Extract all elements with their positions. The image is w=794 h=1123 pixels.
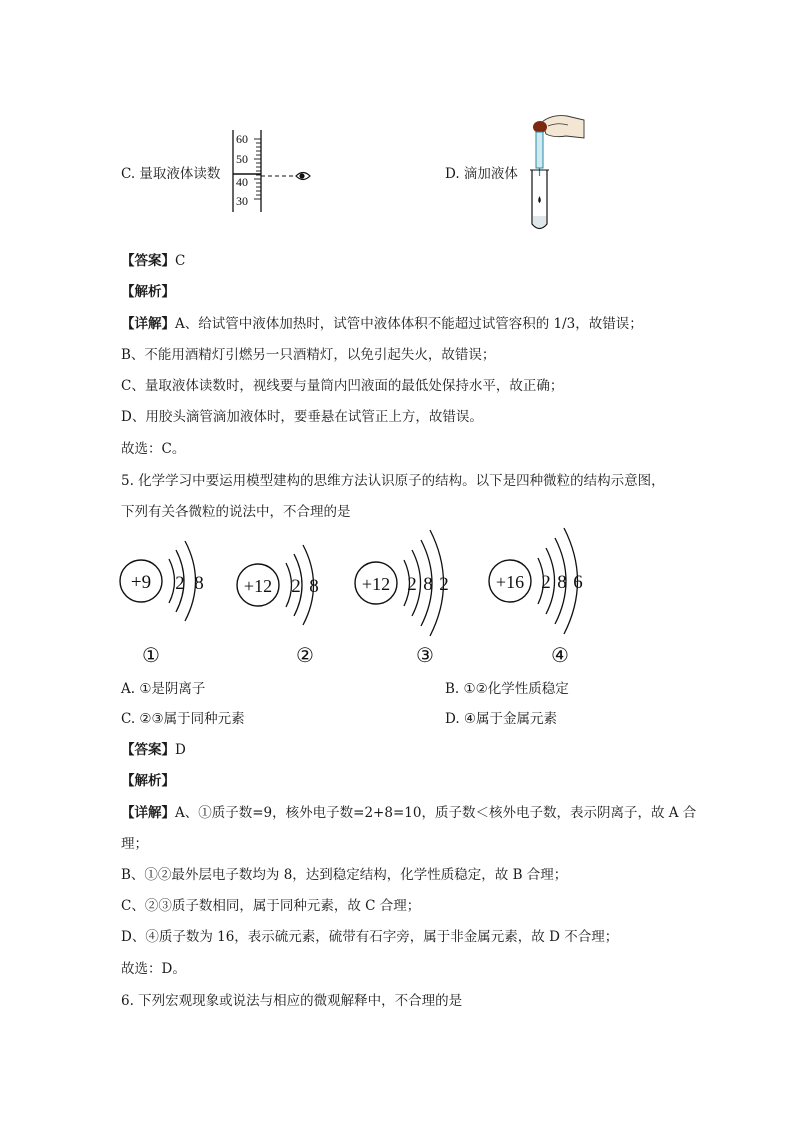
hand-icon bbox=[542, 116, 584, 138]
shell-electrons: 8 bbox=[423, 574, 433, 595]
particle-label: ③ bbox=[416, 645, 434, 667]
q4-line-b: B、不能用酒精灯引燃另一只酒精灯，以免引起失火，故错误； bbox=[121, 347, 496, 363]
analysis-tag: 【解析】 bbox=[121, 773, 175, 789]
dropper-tube bbox=[536, 132, 543, 168]
q5-stem-line1: 5. 化学学习中要运用模型建构的思维方法认识原子的结构。以下是四种微粒的结构示意图， bbox=[121, 473, 665, 489]
tick-label-40: 40 bbox=[236, 175, 248, 189]
q5-stem-line2: 下列有关各微粒的说法中，不合理的是 bbox=[121, 504, 351, 520]
q5-line-c: C、②③质子数相同，属于同种元素，故 C 合理； bbox=[121, 898, 421, 914]
q5-line-d: D、④质子数为 16，表示硫元素，硫带有石字旁，属于非金属元素，故 D 不合理； bbox=[121, 929, 619, 945]
q4-line-c: C、量取液体读数时，视线要与量筒内凹液面的最低处保持水平，故正确； bbox=[121, 378, 564, 394]
dropper-bulb bbox=[533, 121, 547, 133]
q4-line-a: A、给试管中液体加热时，试管中液体体积不能超过试管容积的 1/3，故错误； bbox=[175, 316, 643, 332]
option-c-label: C. 量取液体读数 bbox=[121, 166, 221, 182]
shell-electrons: 8 bbox=[194, 573, 204, 594]
detail-tag: 【详解】 bbox=[121, 316, 175, 332]
option-d-label: D. 滴加液体 bbox=[445, 166, 518, 182]
q4-choose: 故选：C。 bbox=[121, 441, 186, 457]
nucleus-charge: +16 bbox=[495, 572, 525, 592]
shell-electrons: 2 bbox=[541, 572, 551, 593]
particle-label: ④ bbox=[551, 645, 569, 667]
answer-value: D bbox=[175, 742, 186, 758]
q4-detail-a bbox=[121, 312, 643, 332]
eye-icon bbox=[296, 173, 310, 180]
q6-stem: 6. 下列宏观现象或说法与相应的微观解释中，不合理的是 bbox=[121, 993, 463, 1009]
nucleus-charge: +12 bbox=[361, 574, 391, 594]
q5-detail-a bbox=[121, 801, 696, 821]
shell-electrons: 2 bbox=[439, 574, 449, 595]
tick-label-30: 30 bbox=[236, 194, 248, 208]
shell-electrons: 2 bbox=[407, 574, 417, 595]
answer-value: C bbox=[175, 253, 186, 269]
shell-electrons: 8 bbox=[309, 576, 319, 597]
q5-line-a2: 理； bbox=[121, 836, 148, 852]
liquid-drop bbox=[538, 196, 541, 203]
nucleus-charge: +12 bbox=[243, 576, 273, 596]
q5-option-c: C. ②③属于同种元素 bbox=[121, 711, 245, 727]
graduated-cylinder-figure bbox=[228, 126, 318, 214]
detail-tag: 【详解】 bbox=[121, 805, 175, 821]
particle-4-diagram bbox=[489, 528, 583, 667]
shell-electrons: 6 bbox=[573, 572, 583, 593]
answer-tag: 【答案】 bbox=[121, 253, 175, 269]
atomic-structure-diagrams bbox=[110, 526, 610, 670]
q5-option-a: A. ①是阴离子 bbox=[121, 681, 206, 697]
answer-tag: 【答案】 bbox=[121, 742, 175, 758]
q5-line-b: B、①②最外层电子数均为 8，达到稳定结构，化学性质稳定，故 B 合理； bbox=[121, 867, 568, 883]
q4-answer bbox=[121, 249, 185, 269]
dropper-test-tube-figure bbox=[522, 112, 588, 236]
q5-choose: 故选：D。 bbox=[121, 961, 186, 977]
particle-label: ② bbox=[296, 645, 314, 667]
tick-label-60: 60 bbox=[236, 132, 248, 146]
shell-electrons: 2 bbox=[175, 573, 185, 594]
particle-1-diagram bbox=[120, 541, 204, 667]
q5-option-b: B. ①②化学性质稳定 bbox=[445, 681, 569, 697]
q4-line-d: D、用胶头滴管滴加液体时，要垂悬在试管正上方，故错误。 bbox=[121, 409, 483, 425]
nucleus-charge: +9 bbox=[130, 572, 152, 593]
analysis-tag: 【解析】 bbox=[121, 284, 175, 300]
q5-option-d: D. ④属于金属元素 bbox=[445, 711, 558, 727]
q5-line-a1: A、①质子数=9，核外电子数=2+8=10，质子数＜核外电子数，表示阴离子，故 A 合 bbox=[175, 805, 697, 821]
tick-label-50: 50 bbox=[236, 152, 248, 166]
shell-electrons: 2 bbox=[291, 576, 301, 597]
q5-answer bbox=[121, 738, 186, 758]
particle-label: ① bbox=[142, 645, 160, 667]
shell-electrons: 8 bbox=[557, 572, 567, 593]
particle-2-diagram bbox=[237, 545, 319, 667]
particle-3-diagram bbox=[355, 530, 449, 667]
